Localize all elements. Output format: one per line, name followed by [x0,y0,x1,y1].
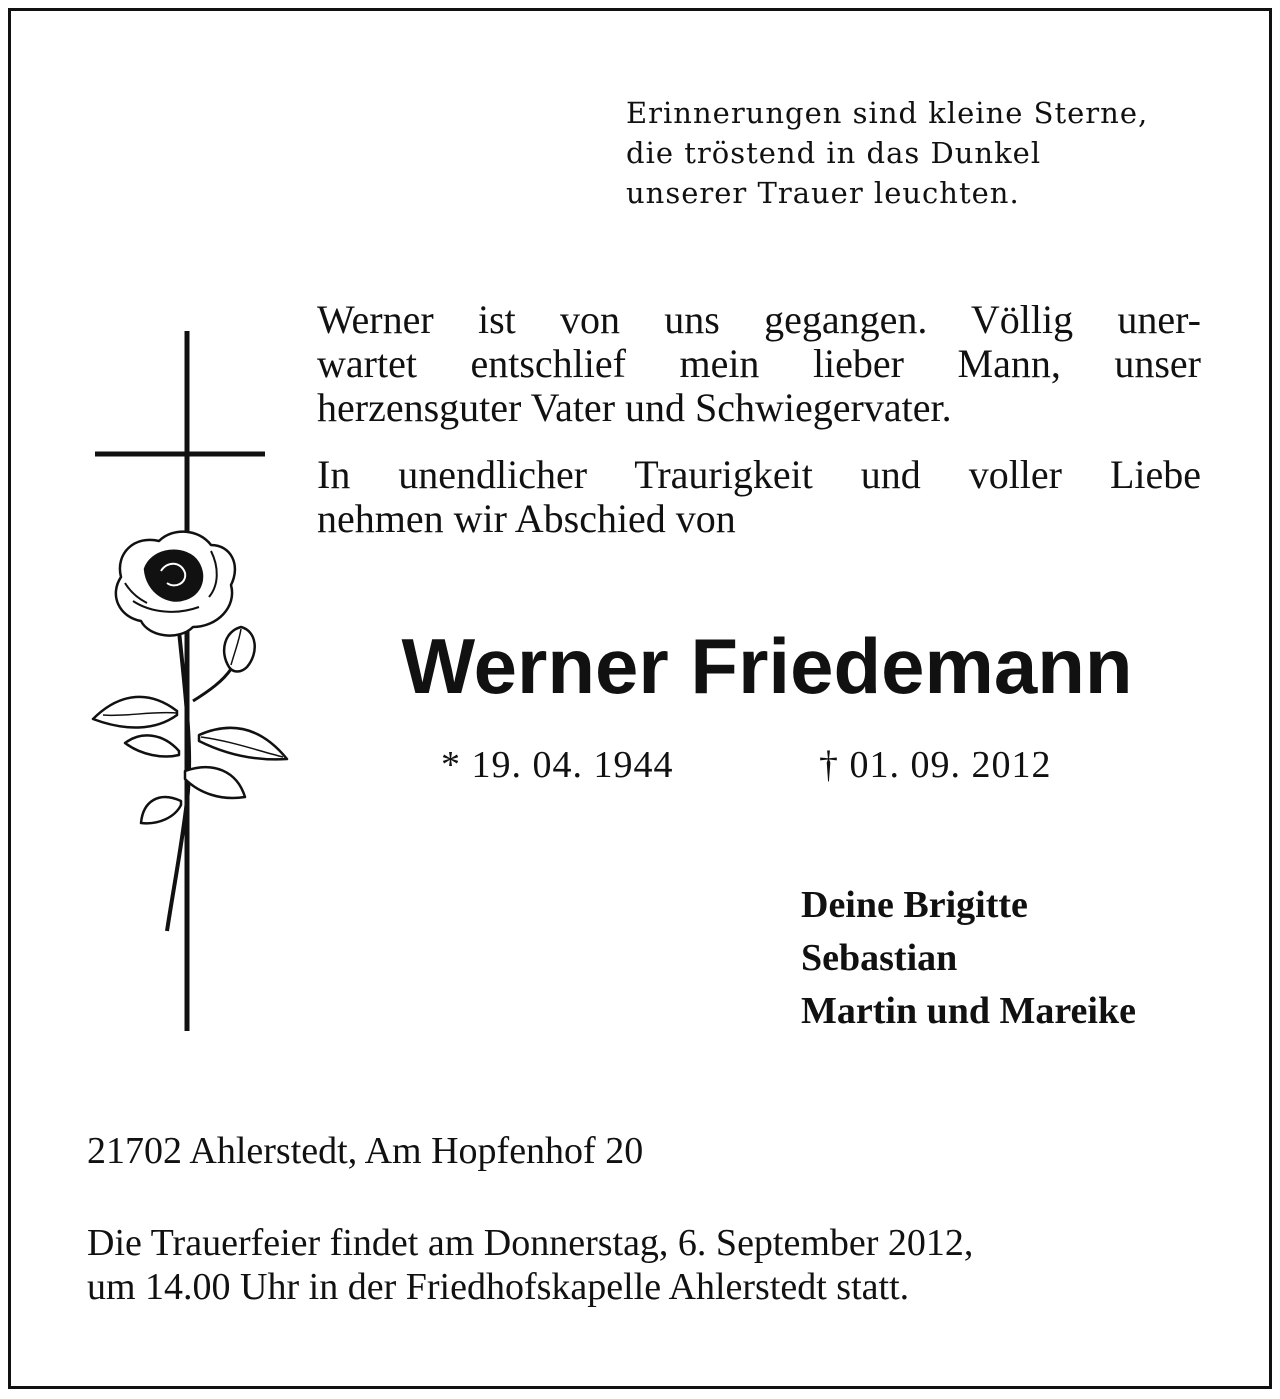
death-date: † 01. 09. 2012 [819,744,1052,786]
farewell-line: nehmen wir Abschied von [317,496,736,541]
quote-line: die tröstend in das Dunkel [626,136,1042,170]
family-address: 21702 Ahlerstedt, Am Hopfenhof 20 [87,1130,644,1172]
deceased-name: Werner Friedemann [401,622,1133,710]
family-member: Deine Brigitte [801,884,1028,926]
quote-line: Erinnerungen sind kleine Sterne, [626,96,1149,130]
cross-icon [95,331,265,1031]
announcement-line: herzensguter Vater und Schwiegervater. [317,385,952,430]
cross-and-rose-illustration [81,331,301,1041]
announcement-line: Werner ist von uns gegangen. Völlig uner- [317,297,1201,342]
service-notice [87,1221,973,1309]
birth-date: * 19. 04. 1944 [441,744,674,786]
service-line: Die Trauerfeier findet am Donnerstag, 6. September 2012, [87,1222,974,1264]
announcement-text [317,298,1201,430]
quote-line: unserer Trauer leuchten. [626,176,1020,210]
family-member: Martin und Mareike [801,990,1136,1032]
service-line: um 14.00 Uhr in der Friedhofskapelle Ahlerstedt statt. [87,1266,910,1308]
farewell-line: In unendlicher Traurigkeit und voller Liebe [317,452,1201,497]
family-member: Sebastian [801,937,958,979]
memorial-quote [626,93,1148,213]
obituary-frame [8,8,1272,1389]
farewell-text [317,453,1201,541]
rose-icon [93,532,287,931]
announcement-line: wartet entschlief mein lieber Mann, unser [317,341,1201,386]
family-signatures [801,879,1136,1038]
